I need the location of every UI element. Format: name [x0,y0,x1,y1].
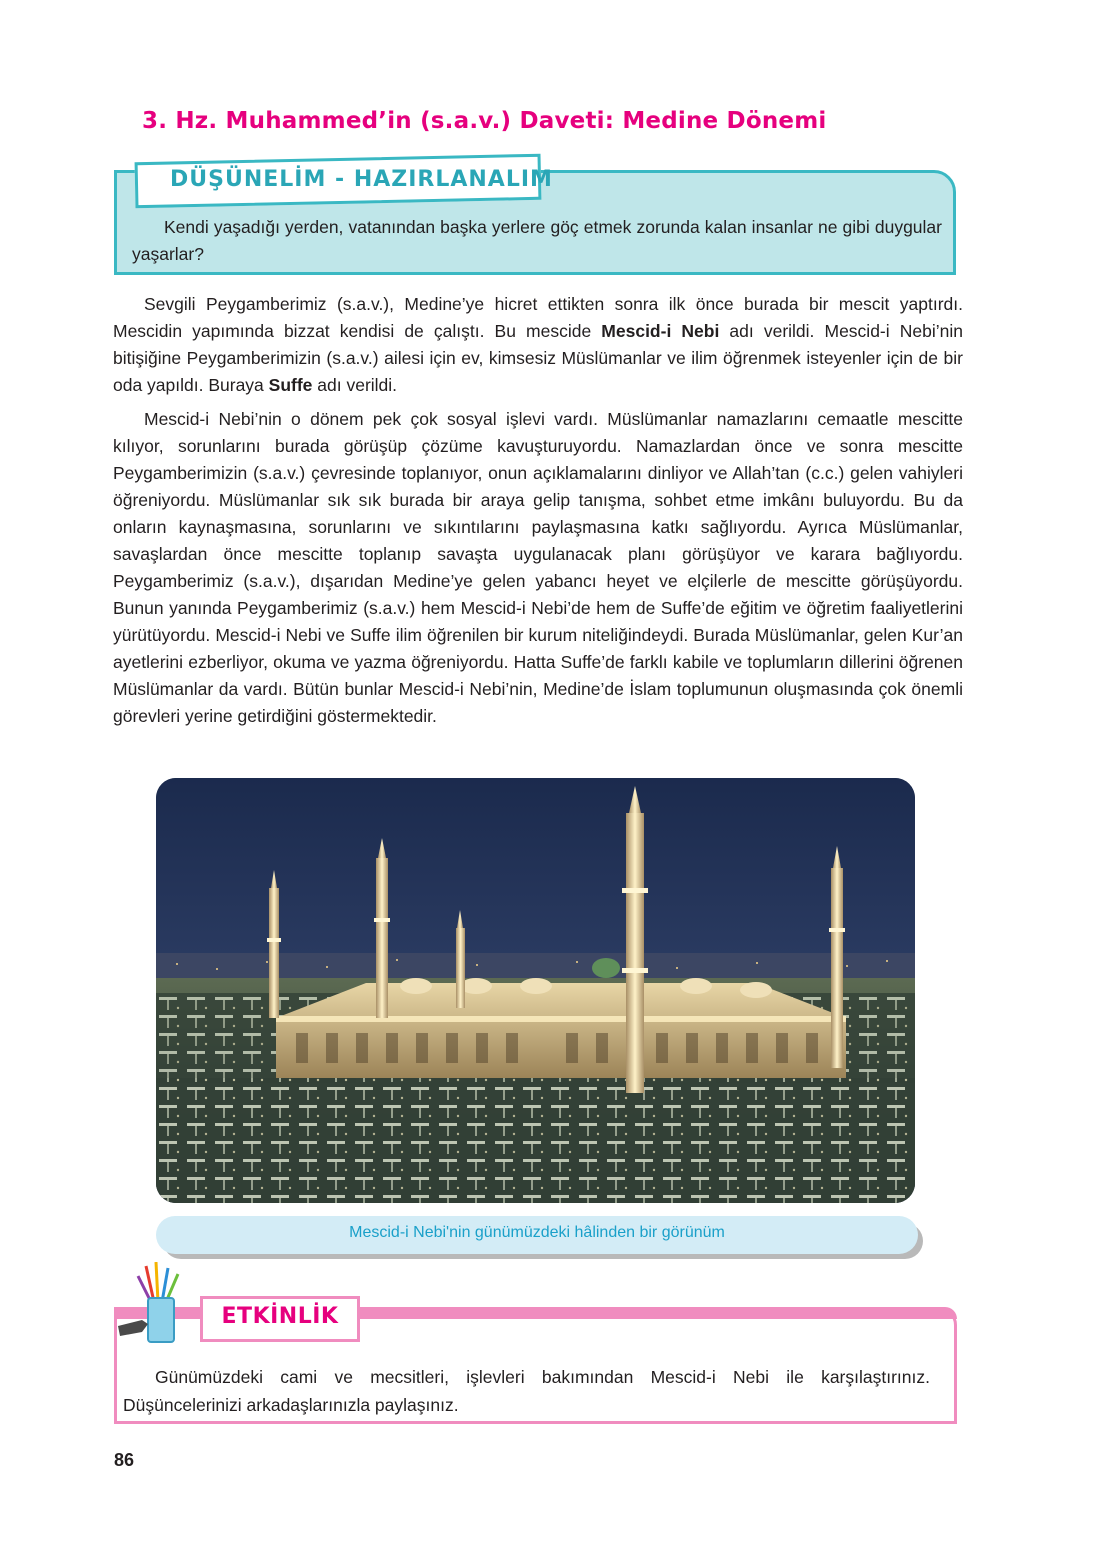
pencil-cup-icon [116,1262,198,1344]
paragraph-2: Mescid-i Nebi’nin o dönem pek çok sosyal işlevi vardı. Müslümanlar namazlarını cemaatle mescitte kılıyor, sorunlarını burada görüşüp çözüme kavuşturuyordu. Namazlardan önce ve sonra mescitte Peygamberimizin (s.a.v.) çevresinde toplanıyor, onun açıklamalarını dinliyor ve Allah’tan (c.c.) gelen vahiyleri öğreniyordu. Müslümanlar sık sık burada bir araya gelip tanışma, sohbet etme imkânı buluyordu. Bu da onların kaynaşmasına, sorunlarını ve sıkıntılarını paylaşmasına katkı sağlıyordu. Ayrıca Müslümanlar, savaşlardan önce mescitte toplanıp savaşta uygulanacak planı görüşüyor ve karara bağlıyordu. Peygamberimiz (s.a.v.), dışarıdan Medine’ye gelen yabancı heyet ve elçilerle de mescitte görüşüyordu. Bunun yanında Peygamberimiz (s.a.v.) hem Mescid-i Nebi’de hem de Suffe’de eğitim ve öğretim faaliyetlerini yürütüyordu. Mescid-i Nebi ve Suffe ilim öğrenilen bir kurum niteliğindeydi. Burada Müslümanlar, gelen Kur’an ayetlerini ezberliyor, okuma ve yazma öğreniyordu. Hatta Suffe’de farklı kabile ve toplumların dillerini öğrenen Müslümanlar da vardı. Bütün bunlar Mescid-i Nebi’nin, Medine’de İslam toplumunun oluşmasında çok önemli görevleri yerine getirdiğini göstermektedir. [113,409,963,726]
term-suffe: Suffe [268,375,313,395]
think-box-label: DÜŞÜNELİM - HAZIRLANALIM [170,167,553,192]
photo-caption: Mescid-i Nebi'nin günümüzdeki hâlinden bir görünüm [349,1224,725,1241]
think-box-question: Kendi yaşadığı yerden, vatanından başka yerlere göç etmek zorunda kalan insanlar ne gibi duygular yaşarlar? [132,217,942,264]
mosque-photo [156,778,915,1203]
activity-label: ETKİNLİK [221,1304,339,1329]
term-mescid-i-nebi: Mescid-i Nebi [601,321,720,341]
page-number: 86 [114,1450,135,1470]
paragraph-1: Sevgili Peygamberimiz (s.a.v.), Medine’ye hicret ettikten sonra ilk önce burada bir mescit yaptırdı. Mescidin yapımında bizzat kendisi de çalıştı. Bu mescide Mescid-i Nebi adı verildi. Mescid-i Nebi’nin bitişiğine Peygamberimizin (s.a.v.) ailesi için ev, kimsesiz Müslümanlar ve ilim öğrenmek isteyenler için de bir oda yapıldı. Buraya Suffe adı verildi. [113,294,963,395]
activity-text: Günümüzdeki cami ve mecsitleri, işlevleri bakımından Mescid-i Nebi ile karşılaştırınız. Düşüncelerinizi arkadaşlarınızla paylaşınız. [123,1367,930,1415]
body-text [113,291,963,737]
section-title: 3. Hz. Muhammed’in (s.a.v.) Daveti: Medine Dönemi [142,108,827,134]
